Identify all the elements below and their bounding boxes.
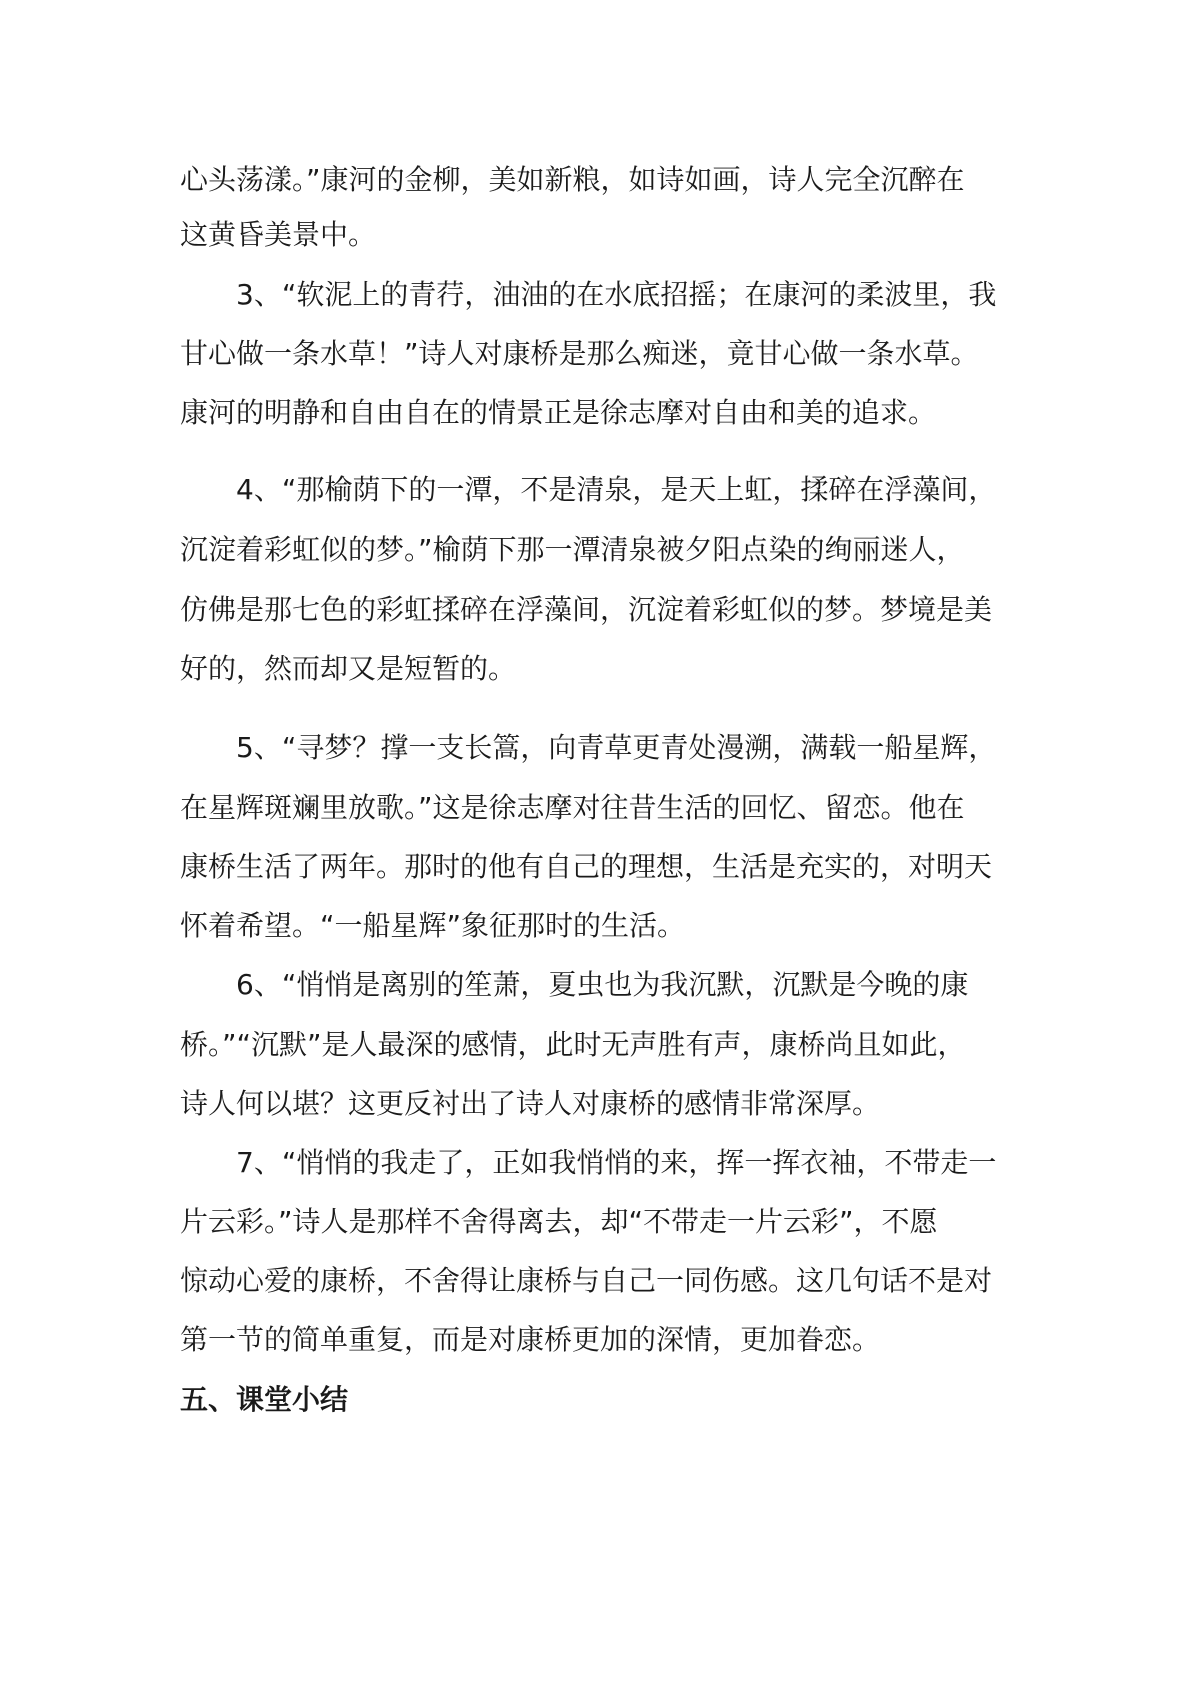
- paragraph-line: 怀着希望。“一船星辉”象征那时的生活。: [180, 909, 686, 942]
- paragraph-line: 这黄昏美景中。: [180, 218, 377, 251]
- paragraph-line: 沉淀着彩虹似的梦。”榆荫下那一潭清泉被夕阳点染的绚丽迷人，: [180, 533, 965, 566]
- section-heading: 五、课堂小结: [180, 1383, 349, 1416]
- paragraph-line: 片云彩。”诗人是那样不舍得离去，却“不带走一片云彩”，不愿: [180, 1205, 938, 1238]
- paragraph-line: 康桥生活了两年。那时的他有自己的理想，生活是充实的，对明天: [180, 850, 993, 883]
- paragraph-line: 康河的明静和自由自在的情景正是徐志摩对自由和美的追求。: [180, 396, 937, 429]
- paragraph-line: 心头荡漾。”康河的金柳，美如新粮，如诗如画，诗人完全沉醉在: [180, 163, 965, 196]
- paragraph-line: 桥。”“沉默”是人最深的感情，此时无声胜有声，康桥尚且如此，: [180, 1028, 966, 1061]
- paragraph-line: 诗人何以堪？这更反衬出了诗人对康桥的感情非常深厚。: [180, 1087, 881, 1120]
- paragraph-line: 4、“那榆荫下的一潭，不是清泉，是天上虹，揉碎在浮藻间，: [236, 473, 997, 506]
- paragraph-line: 7、“悄悄的我走了，正如我悄悄的来，挥一挥衣袖，不带走一: [236, 1146, 997, 1179]
- paragraph-line: 仿佛是那七色的彩虹揉碎在浮藻间，沉淀着彩虹似的梦。梦境是美: [180, 593, 993, 626]
- paragraph-line: 惊动心爱的康桥，不舍得让康桥与自己一同伤感。这几句话不是对: [180, 1264, 993, 1297]
- paragraph-line: 好的，然而却又是短暂的。: [180, 652, 517, 685]
- paragraph-line: 第一节的简单重复，而是对康桥更加的深情，更加眷恋。: [180, 1323, 881, 1356]
- paragraph-line: 甘心做一条水草！”诗人对康桥是那么痴迷，竟甘心做一条水草。: [180, 337, 979, 370]
- paragraph-line: 6、“悄悄是离别的笙萧，夏虫也为我沉默，沉默是今晚的康: [236, 968, 969, 1001]
- paragraph-line: 5、“寻梦？撑一支长篙，向青草更青处漫溯，满载一船星辉，: [236, 731, 997, 764]
- paragraph-line: 3、“软泥上的青荇，油油的在水底招摇；在康河的柔波里，我: [236, 278, 997, 311]
- paragraph-line: 在星辉斑斓里放歌。”这是徐志摩对往昔生活的回忆、留恋。他在: [180, 791, 965, 824]
